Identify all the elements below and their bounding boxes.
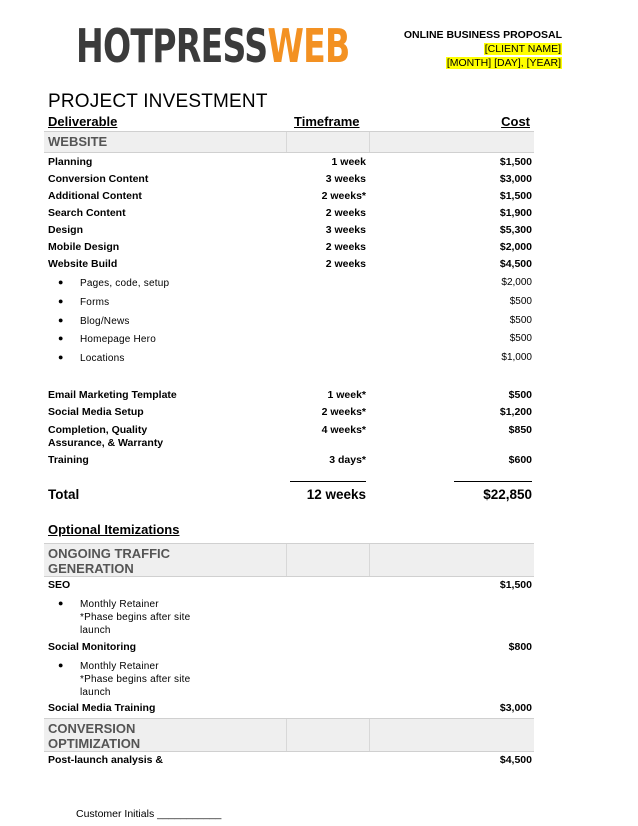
timeframe-cell: 3 weeks [325,224,366,236]
section-band-website [44,131,534,153]
section-band-traffic [44,543,534,577]
list-item [48,333,532,349]
bullet-icon: ● [58,315,64,325]
deliverable-cell: Social Monitoring [48,641,137,653]
cost-cell: $1,500 [499,579,532,591]
timeframe-cell: 2 weeks [325,258,366,270]
list-item [48,277,532,293]
column-header-deliverable: Deliverable [48,114,118,129]
timeframe-cell: 4 weeks* [321,424,366,436]
table-row [48,241,532,257]
sub-item-note [80,660,190,699]
sub-item-cost: $500 [509,333,532,344]
sub-item-note [80,598,190,637]
deliverable-cell: Social Media Training [48,702,156,714]
section-band-conversion [44,718,534,752]
logo-text-web: WEB [267,19,350,73]
table-row [48,258,532,274]
note-line-1: Monthly Retainer [80,599,159,610]
table-row [48,406,532,422]
table-row [48,207,532,223]
client-name-placeholder: [CLIENT NAME] [484,43,561,55]
bullet-icon: ● [58,333,64,343]
sub-item-label: Pages, code, setup [80,278,170,289]
deliverable-cell: Conversion Content [48,173,149,185]
timeframe-cell: 1 week [331,156,366,168]
cost-cell: $1,200 [499,406,532,418]
cost-cell: $1,500 [499,156,532,168]
band-line-1: CONVERSION [48,721,136,736]
deliverable-cell: Social Media Setup [48,406,144,418]
band-line-1: ONGOING TRAFFIC [48,546,171,561]
deliverable-cell: Website Build [48,258,118,270]
table-row [48,156,532,172]
cost-sum-line [454,481,532,483]
deliverable-line-1: Completion, Quality [48,424,148,436]
bullet-icon: ● [58,598,64,608]
bullet-icon: ● [58,352,64,362]
cost-cell: $500 [508,389,532,401]
band-label-traffic [48,546,170,576]
list-item [48,352,532,368]
table-row [48,190,532,206]
deliverable-cell: SEO [48,579,71,591]
band-label-website: WEBSITE [48,134,108,149]
sub-item-label: Locations [80,353,125,364]
table-row [48,454,532,470]
band-line-2: GENERATION [48,561,134,576]
sub-item-label: Blog/News [80,316,130,327]
note-line-3: launch [80,625,111,636]
customer-initials-field: Customer Initials ___________ [76,808,222,820]
logo-text-hotpress: HOTPRESS [76,19,268,73]
table-row [48,173,532,189]
timeframe-cell: 2 weeks [325,241,366,253]
table-row [48,224,532,240]
note-line-1: Monthly Retainer [80,661,159,672]
table-row [48,641,532,657]
timeframe-cell: 3 days* [329,454,366,466]
sub-item-cost: $1,000 [501,352,532,363]
deliverable-cell [48,424,163,450]
list-item [48,296,532,312]
timeframe-cell: 2 weeks* [321,190,366,202]
sub-item-label: Forms [80,297,110,308]
deliverable-line-2: Assurance, & Warranty [48,437,164,449]
cost-cell: $3,000 [499,702,532,714]
cost-cell: $850 [508,424,532,436]
cost-cell: $4,500 [499,258,532,270]
deliverable-cell: Planning [48,156,93,168]
list-item [48,660,532,700]
cost-cell: $600 [508,454,532,466]
sub-item-label: Homepage Hero [80,334,156,345]
table-row [48,754,532,770]
cost-cell: $4,500 [499,754,532,766]
cost-cell: $1,900 [499,207,532,219]
table-row [48,702,532,718]
bullet-icon: ● [58,277,64,287]
note-line-3: launch [80,687,111,698]
optional-itemizations-title: Optional Itemizations [48,522,180,537]
bullet-icon: ● [58,660,64,670]
cost-cell: $2,000 [499,241,532,253]
sub-item-cost: $500 [509,296,532,307]
band-label-conversion [48,721,140,751]
cost-cell: $1,500 [499,190,532,202]
table-row [48,579,532,595]
cost-cell: $5,300 [499,224,532,236]
deliverable-cell: Search Content [48,207,126,219]
cost-cell: $3,000 [499,173,532,185]
timeframe-sum-line [290,481,366,483]
total-label: Total [48,487,80,502]
timeframe-cell: 2 weeks* [321,406,366,418]
list-item [48,315,532,331]
deliverable-cell: Training [48,454,89,466]
column-header-timeframe: Timeframe [294,114,360,129]
deliverable-cell: Mobile Design [48,241,120,253]
sub-item-cost: $2,000 [501,277,532,288]
bullet-icon: ● [58,296,64,306]
list-item [48,598,532,638]
proposal-title: ONLINE BUSINESS PROPOSAL [403,29,562,41]
sub-item-cost: $500 [509,315,532,326]
deliverable-cell: Design [48,224,84,236]
deliverable-cell: Email Marketing Template [48,389,177,401]
page-title: PROJECT INVESTMENT [48,91,268,112]
deliverable-cell: Post-launch analysis & [48,754,163,766]
company-logo [76,19,456,73]
cost-cell: $800 [508,641,532,653]
total-timeframe: 12 weeks [306,487,366,502]
timeframe-cell: 3 weeks [325,173,366,185]
column-header-cost: Cost [501,114,530,129]
timeframe-cell: 2 weeks [325,207,366,219]
proposal-header [404,28,562,70]
table-row [48,389,532,405]
total-cost: $22,850 [483,487,532,502]
date-placeholder: [MONTH] [DAY], [YEAR] [446,57,561,69]
note-line-2: *Phase begins after site [80,674,191,685]
table-row [48,424,532,452]
timeframe-cell: 1 week* [327,389,366,401]
band-line-2: OPTIMIZATION [48,736,141,751]
deliverable-cell: Additional Content [48,190,142,202]
note-line-2: *Phase begins after site [80,612,191,623]
